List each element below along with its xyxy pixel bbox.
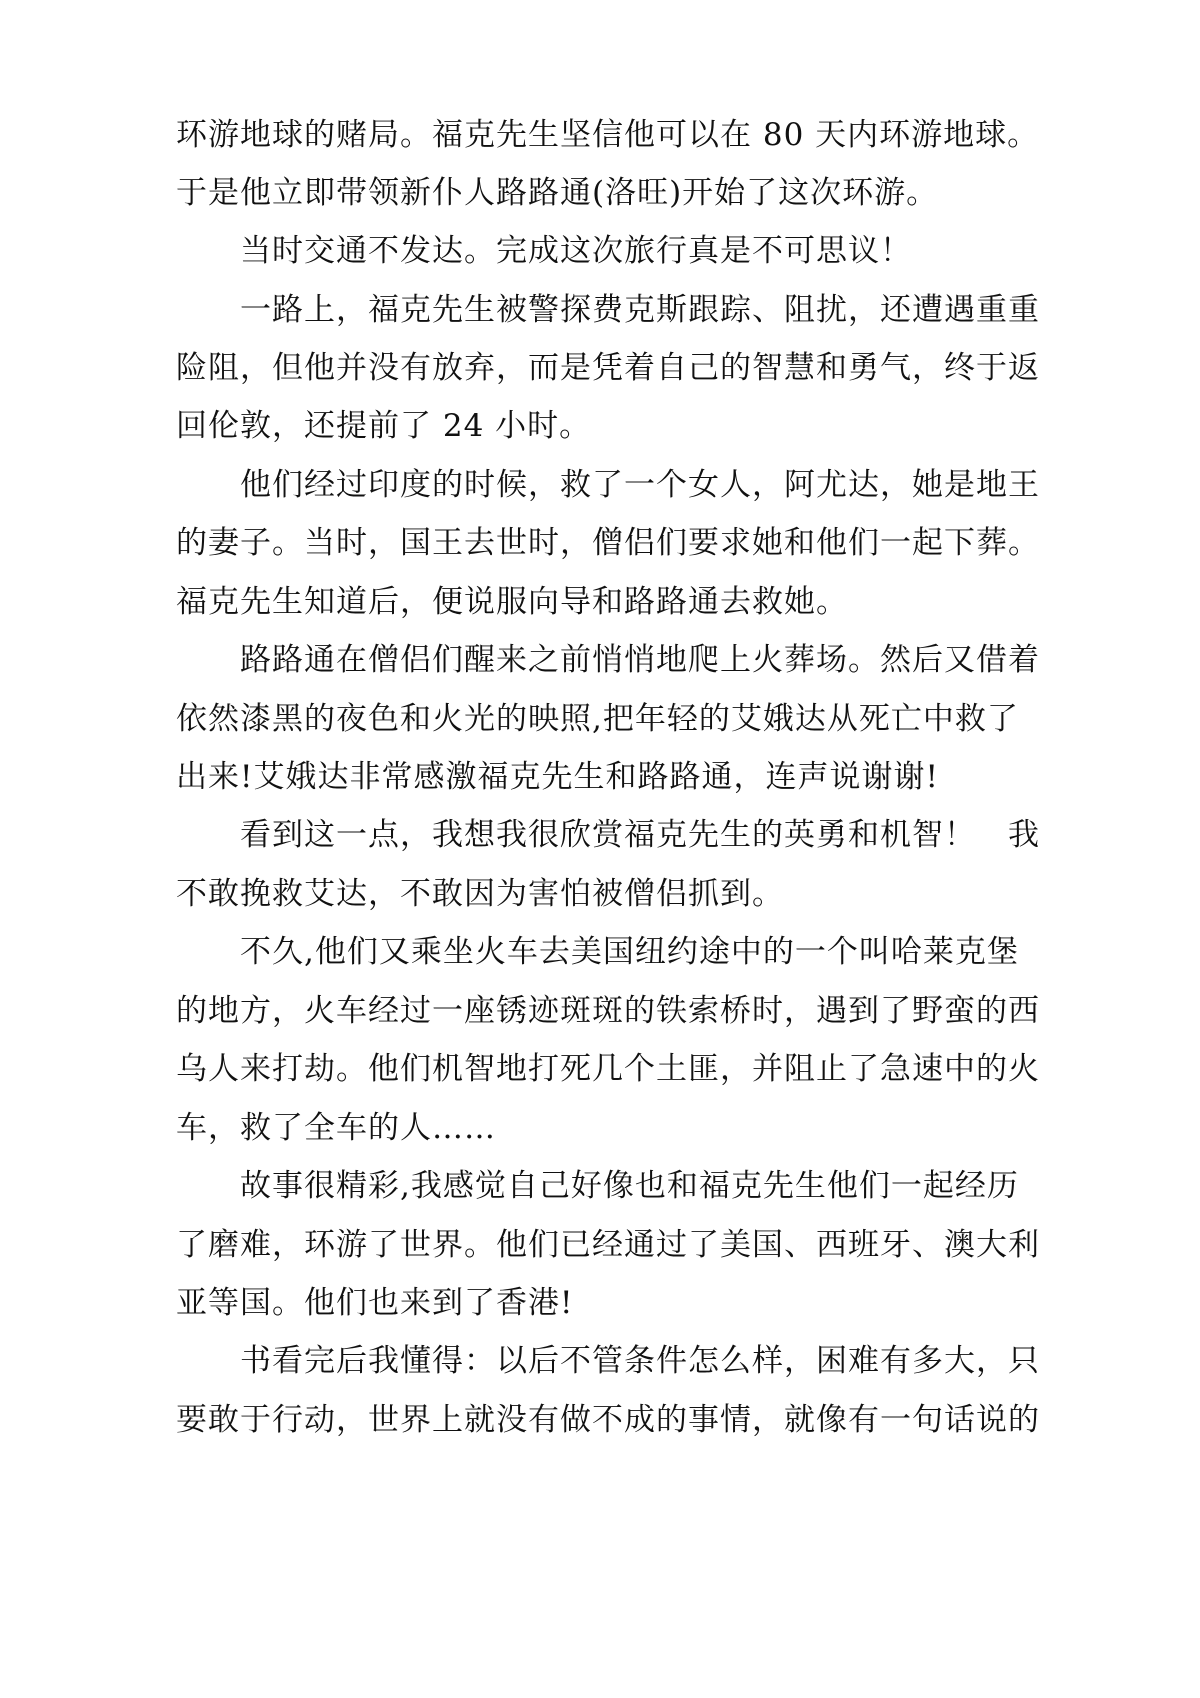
text-line: 乌人来打劫。他们机智地打死几个土匪，并阻止了急速中的火 (176, 1051, 1040, 1087)
paragraph-start-line: 书看完后我懂得：以后不管条件怎么样，困难有多大，只 (240, 1343, 1040, 1379)
text-line: 福克先生知道后，便说服向导和路路通去救她。 (176, 584, 848, 620)
paragraph-start-line: 一路上，福克先生被警探费克斯跟踪、阻扰，还遭遇重重 (240, 292, 1040, 328)
text-line: 的妻子。当时，国王去世时，僧侣们要求她和他们一起下葬。 (176, 525, 1040, 561)
text-line: 回伦敦，还提前了 24 小时。 (176, 408, 592, 444)
paragraph-start-line: 不久,他们又乘坐火车去美国纽约途中的一个叫哈莱克堡 (240, 934, 1019, 970)
text-line: 环游地球的赌局。福克先生坚信他可以在 80 天内环游地球。 (176, 117, 1040, 153)
text-line: 出来!艾娥达非常感激福克先生和路路通，连声说谢谢! (176, 759, 939, 795)
text-line: 的地方，火车经过一座锈迹斑斑的铁索桥时，遇到了野蛮的西 (176, 993, 1040, 1029)
text-line: 了磨难，环游了世界。他们已经通过了美国、西班牙、澳大利 (176, 1227, 1040, 1263)
paragraph-start-line: 看到这一点，我想我很欣赏福克先生的英勇和机智！ 我 (240, 817, 1040, 853)
paragraph-start-line: 路路通在僧侣们醒来之前悄悄地爬上火葬场。然后又借着 (240, 642, 1040, 678)
text-line: 依然漆黑的夜色和火光的映照,把年轻的艾娥达从死亡中救了 (176, 701, 1019, 737)
text-line: 不敢挽救艾达，不敢因为害怕被僧侣抓到。 (176, 876, 784, 912)
paragraph-start-line: 当时交通不发达。完成这次旅行真是不可思议！ (240, 233, 912, 269)
text-line: 险阻，但他并没有放弃，而是凭着自己的智慧和勇气，终于返 (176, 350, 1040, 386)
text-line: 亚等国。他们也来到了香港! (176, 1285, 574, 1321)
text-line: 要敢于行动，世界上就没有做不成的事情，就像有一句话说的 (176, 1402, 1040, 1438)
paragraph-start-line: 他们经过印度的时候，救了一个女人，阿尤达，她是地王 (240, 467, 1040, 503)
text-line: 车，救了全车的人…… (176, 1110, 496, 1146)
paragraph-start-line: 故事很精彩,我感觉自己好像也和福克先生他们一起经历 (240, 1168, 1019, 1204)
text-line: 于是他立即带领新仆人路路通(洛旺)开始了这次环游。 (176, 175, 939, 211)
